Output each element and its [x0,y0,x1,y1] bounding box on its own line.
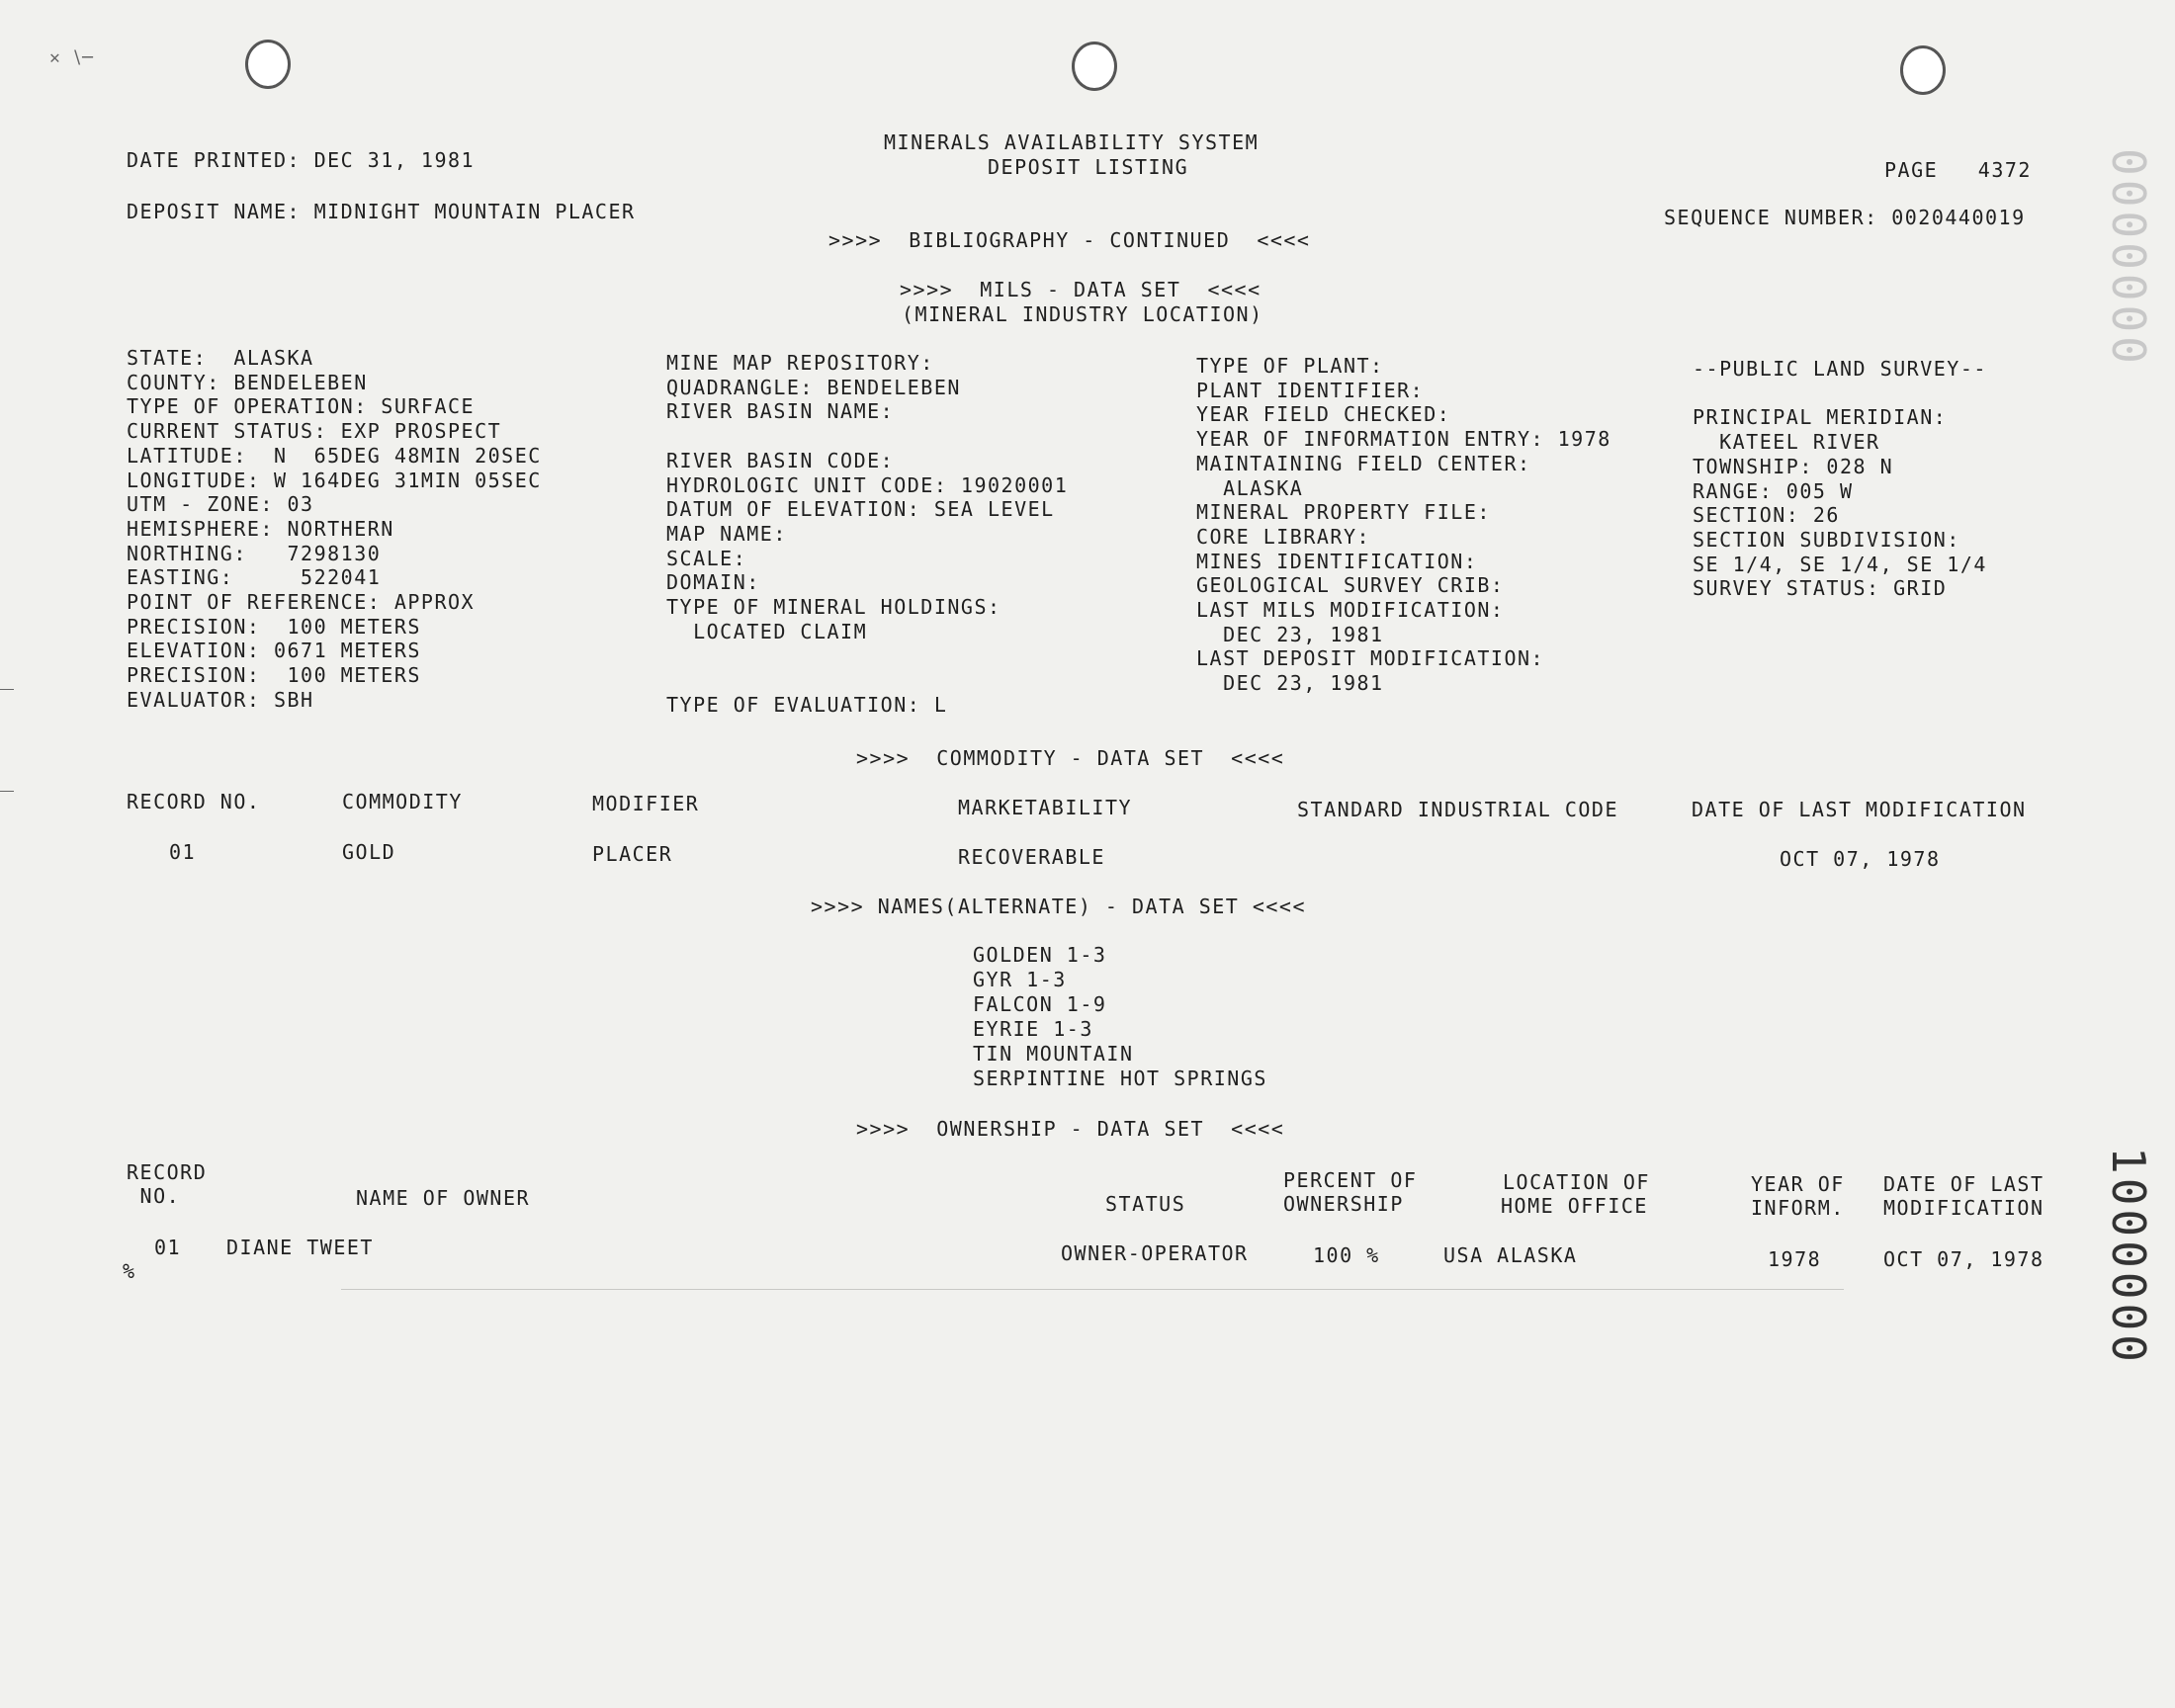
ownership-col-location: LOCATION OF [1503,1170,1650,1194]
mils-plant-line: CORE LIBRARY: [1196,524,1371,549]
mils-location-line: NORTHING: 7298130 [127,541,382,565]
mils-location-line: HEMISPHERE: NORTHERN [127,516,394,541]
mils-location-line: PRECISION: 100 METERS [127,663,421,688]
mils-land-survey-line: TOWNSHIP: 028 N [1693,454,1894,478]
ownership-col-percent: PERCENT OF [1283,1168,1418,1192]
ownership-col-date-2: MODIFICATION [1883,1196,2044,1220]
edge-mark [0,791,14,792]
ownership-underline [341,1289,1844,1290]
mils-mapping-line: LOCATED CLAIM [666,619,868,643]
commodity-col-commodity: COMMODITY [342,790,463,813]
commodity-col-sic: STANDARD INDUSTRIAL CODE [1297,798,1618,821]
mils-plant-line: YEAR FIELD CHECKED: [1196,402,1451,427]
ownership-row-status: OWNER-OPERATOR [1061,1241,1249,1265]
commodity-row-modifier: PLACER [592,842,673,866]
corner-mark: ✕ ∖─ [49,47,93,68]
commodity-col-date: DATE OF LAST MODIFICATION [1692,798,2027,821]
margin-stamp-faint: 0000000 [2102,148,2155,368]
mils-location-line: STATE: ALASKA [127,346,314,370]
mils-plant-line: YEAR OF INFORMATION ENTRY: 1978 [1196,427,1611,452]
mils-plant-line: PLANT IDENTIFIER: [1196,378,1425,402]
system-title: MINERALS AVAILABILITY SYSTEM [884,130,1260,154]
mils-plant-line: TYPE OF PLANT: [1196,354,1384,378]
ownership-heading: >>>> OWNERSHIP - DATA SET <<<< [856,1117,1285,1141]
commodity-row-date: OCT 07, 1978 [1780,847,1941,871]
mils-location-line: EASTING: 522041 [127,565,382,590]
ownership-col-record-no: NO. [127,1184,181,1208]
mils-land-survey-line: PRINCIPAL MERIDIAN: [1693,405,1948,430]
commodity-col-marketability: MARKETABILITY [958,796,1133,819]
mils-mapping-line: HYDROLOGIC UNIT CODE: 19020001 [666,472,1069,497]
edge-mark [0,689,14,690]
mils-plant-line: MINES IDENTIFICATION: [1196,549,1478,573]
ownership-row-date: OCT 07, 1978 [1883,1247,2044,1271]
mils-land-survey-line: KATEEL RIVER [1693,430,1880,455]
mils-mapping-line: RIVER BASIN NAME: [666,399,895,424]
mils-mapping-line: MAP NAME: [666,521,787,546]
ownership-col-percent-2: OWNERSHIP [1283,1192,1404,1216]
listing-title: DEPOSIT LISTING [988,155,1189,179]
mils-mapping-line: TYPE OF MINERAL HOLDINGS: [666,595,1001,619]
ownership-col-status: STATUS [1105,1192,1186,1216]
mils-subheading: (MINERAL INDUSTRY LOCATION) [902,302,1263,326]
punch-hole-left [245,40,291,89]
sequence-number: SEQUENCE NUMBER: 0020440019 [1664,206,2026,229]
mils-location-line: LATITUDE: N 65DEG 48MIN 20SEC [127,443,542,468]
ownership-row-name: DIANE TWEET [226,1236,374,1259]
alternate-name-line: EYRIE 1-3 [973,1017,1093,1041]
mils-mapping-line: SCALE: [666,546,747,570]
mils-location-line: PRECISION: 100 METERS [127,614,421,639]
mils-mapping-line: DATUM OF ELEVATION: SEA LEVEL [666,497,1055,522]
mils-location-line: TYPE OF OPERATION: SURFACE [127,394,476,419]
mils-plant-line: MINERAL PROPERTY FILE: [1196,500,1491,525]
mils-mapping-line: MINE MAP REPOSITORY: [666,351,934,375]
ownership-col-year-2: INFORM. [1751,1196,1845,1220]
date-printed: DATE PRINTED: DEC 31, 1981 [127,148,476,172]
mils-location-line: UTM - ZONE: 03 [127,492,314,517]
mils-land-survey-line: SECTION SUBDIVISION: [1693,527,1960,552]
mils-mapping-line: QUADRANGLE: BENDELEBEN [666,375,961,399]
commodity-row-commodity: GOLD [342,840,396,864]
ownership-row-percent: 100 % [1313,1243,1380,1267]
ownership-row-location: USA ALASKA [1443,1243,1578,1267]
commodity-col-record: RECORD NO. [127,790,261,813]
mils-land-survey-line: SURVEY STATUS: GRID [1693,576,1948,601]
mils-mapping-line: RIVER BASIN CODE: [666,448,895,472]
ownership-col-location-2: HOME OFFICE [1501,1194,1648,1218]
bibliography-heading: >>>> BIBLIOGRAPHY - CONTINUED <<<< [828,228,1311,252]
ownership-col-record: RECORD [127,1160,208,1184]
ownership-col-date: DATE OF LAST [1883,1172,2044,1196]
page-number: PAGE 4372 [1884,158,2032,182]
mils-plant-line: ALASKA [1196,475,1304,500]
mils-land-survey-line: SECTION: 26 [1693,503,1840,528]
commodity-heading: >>>> COMMODITY - DATA SET <<<< [856,746,1285,770]
mils-plant-line: MAINTAINING FIELD CENTER: [1196,451,1531,475]
ownership-col-year: YEAR OF [1751,1172,1845,1196]
mils-land-survey-line: --PUBLIC LAND SURVEY-- [1693,357,1987,381]
ownership-row-year: 1978 [1768,1247,1822,1271]
mils-mapping-line: TYPE OF EVALUATION: L [666,692,948,717]
commodity-col-modifier: MODIFIER [592,792,700,815]
alternate-name-line: GYR 1-3 [973,968,1067,991]
mils-location-line: ELEVATION: 0671 METERS [127,639,421,663]
mils-location-line: LONGITUDE: W 164DEG 31MIN 05SEC [127,468,542,492]
mils-land-survey-line: RANGE: 005 W [1693,478,1854,503]
alternate-name-line: GOLDEN 1-3 [973,943,1107,967]
commodity-row-record: 01 [169,840,197,864]
mils-plant-line: DEC 23, 1981 [1196,671,1384,696]
alternate-name-line: FALCON 1-9 [973,992,1107,1016]
ownership-row-record: 01 [154,1236,182,1259]
names-heading: >>>> NAMES(ALTERNATE) - DATA SET <<<< [811,895,1307,918]
mils-plant-line: GEOLOGICAL SURVEY CRIB: [1196,573,1505,598]
punch-hole-center [1072,42,1117,91]
ownership-col-name: NAME OF OWNER [356,1186,531,1210]
punch-hole-right [1900,45,1946,95]
mils-mapping-line: DOMAIN: [666,570,760,595]
mils-location-line: EVALUATOR: SBH [127,687,314,712]
mils-location-line: CURRENT STATUS: EXP PROSPECT [127,419,502,444]
mils-land-survey-line: SE 1/4, SE 1/4, SE 1/4 [1693,552,1987,576]
mils-heading: >>>> MILS - DATA SET <<<< [900,278,1262,301]
mils-location-line: POINT OF REFERENCE: APPROX [127,590,476,614]
mils-plant-line: LAST MILS MODIFICATION: [1196,598,1505,622]
mils-plant-line: LAST DEPOSIT MODIFICATION: [1196,646,1545,671]
end-mark: % [123,1259,136,1283]
commodity-row-marketability: RECOVERABLE [958,845,1105,869]
mils-plant-line: DEC 23, 1981 [1196,622,1384,646]
mils-location-line: COUNTY: BENDELEBEN [127,370,368,394]
margin-stamp: 1000000 [2102,1147,2155,1366]
alternate-name-line: SERPINTINE HOT SPRINGS [973,1067,1267,1090]
alternate-name-line: TIN MOUNTAIN [973,1042,1134,1066]
deposit-name: DEPOSIT NAME: MIDNIGHT MOUNTAIN PLACER [127,200,636,223]
